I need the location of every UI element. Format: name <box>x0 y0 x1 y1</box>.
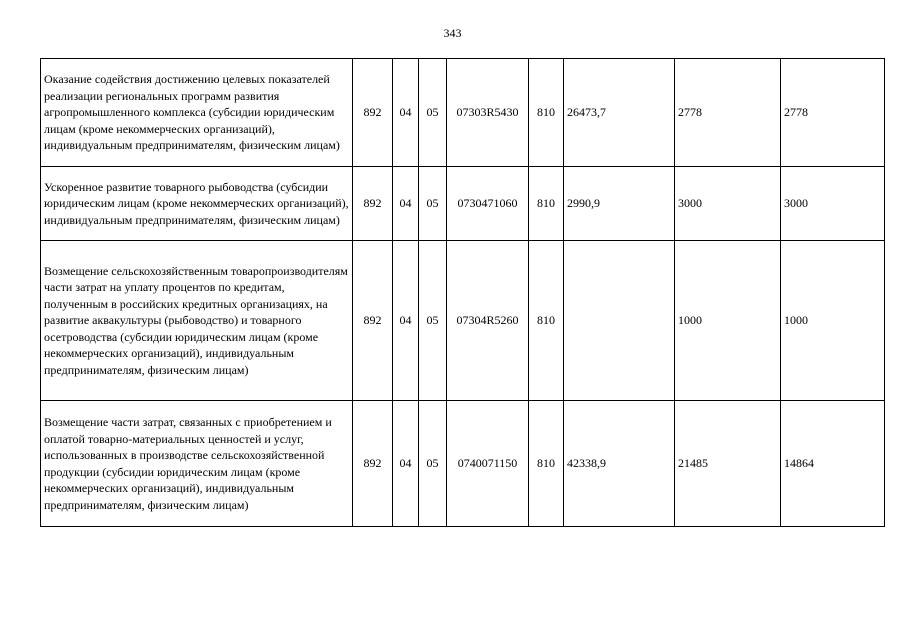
row-name-cell: Оказание содействия достижению целевых показателей реализации региональных программ развития агропромышленного комплекса (субсидии юридическим лицам (кроме некоммерческих организаций), индивидуальным предпринимателям, физическим лицам) <box>41 59 353 167</box>
page-number: 343 <box>443 26 462 40</box>
target-article-cell: 0740071150 <box>447 401 529 527</box>
target-article-cell: 07304R5260 <box>447 241 529 401</box>
grbs-code-cell: 892 <box>353 167 393 241</box>
grbs-code-cell: 892 <box>353 59 393 167</box>
amount-year3-cell: 14864 <box>781 401 885 527</box>
amount-year3-cell: 3000 <box>781 167 885 241</box>
subsection-code-cell: 05 <box>419 241 447 401</box>
expense-type-cell: 810 <box>529 59 564 167</box>
amount-year2-cell: 2778 <box>675 59 781 167</box>
section-code-cell: 04 <box>393 167 419 241</box>
row-name-cell: Возмещение сельскохозяйственным товаропроизводителям части затрат на уплату процентов по кредитам, полученным в российских кредитных организациях, на развитие аквакультуры (рыбоводство) и товарного осетроводства (субсидии юридическим лицам (кроме некоммерческих организаций), индивидуальным предпринимателям, физическим лицам) <box>41 241 353 401</box>
expense-type-cell: 810 <box>529 401 564 527</box>
grbs-code-cell: 892 <box>353 241 393 401</box>
section-code-cell: 04 <box>393 59 419 167</box>
amount-year1-cell: 42338,9 <box>564 401 675 527</box>
amount-year2-cell: 1000 <box>675 241 781 401</box>
target-article-cell: 07303R5430 <box>447 59 529 167</box>
amount-year1-cell: 2990,9 <box>564 167 675 241</box>
amount-year3-cell: 1000 <box>781 241 885 401</box>
table-row <box>41 241 885 401</box>
expense-type-cell: 810 <box>529 167 564 241</box>
subsection-code-cell: 05 <box>419 59 447 167</box>
table-row <box>41 401 885 527</box>
amount-year2-cell: 21485 <box>675 401 781 527</box>
grbs-code-cell: 892 <box>353 401 393 527</box>
amount-year1-cell <box>564 241 675 401</box>
section-code-cell: 04 <box>393 401 419 527</box>
row-name-cell: Возмещение части затрат, связанных с приобретением и оплатой товарно-материальных ценностей и услуг, использованных в производстве сельскохозяйственной продукции (субсидии юридическим лицам (кроме некоммерческих организаций), индивидуальным предпринимателям, физическим лицам) <box>41 401 353 527</box>
subsection-code-cell: 05 <box>419 401 447 527</box>
budget-table <box>40 58 885 527</box>
section-code-cell: 04 <box>393 241 419 401</box>
amount-year3-cell: 2778 <box>781 59 885 167</box>
table-row <box>41 59 885 167</box>
target-article-cell: 0730471060 <box>447 167 529 241</box>
row-name-cell: Ускоренное развитие товарного рыбоводства (субсидии юридическим лицам (кроме некоммерческих организаций), индивидуальным предпринимателям, физическим лицам) <box>41 167 353 241</box>
table-row <box>41 167 885 241</box>
subsection-code-cell: 05 <box>419 167 447 241</box>
expense-type-cell: 810 <box>529 241 564 401</box>
amount-year2-cell: 3000 <box>675 167 781 241</box>
amount-year1-cell: 26473,7 <box>564 59 675 167</box>
